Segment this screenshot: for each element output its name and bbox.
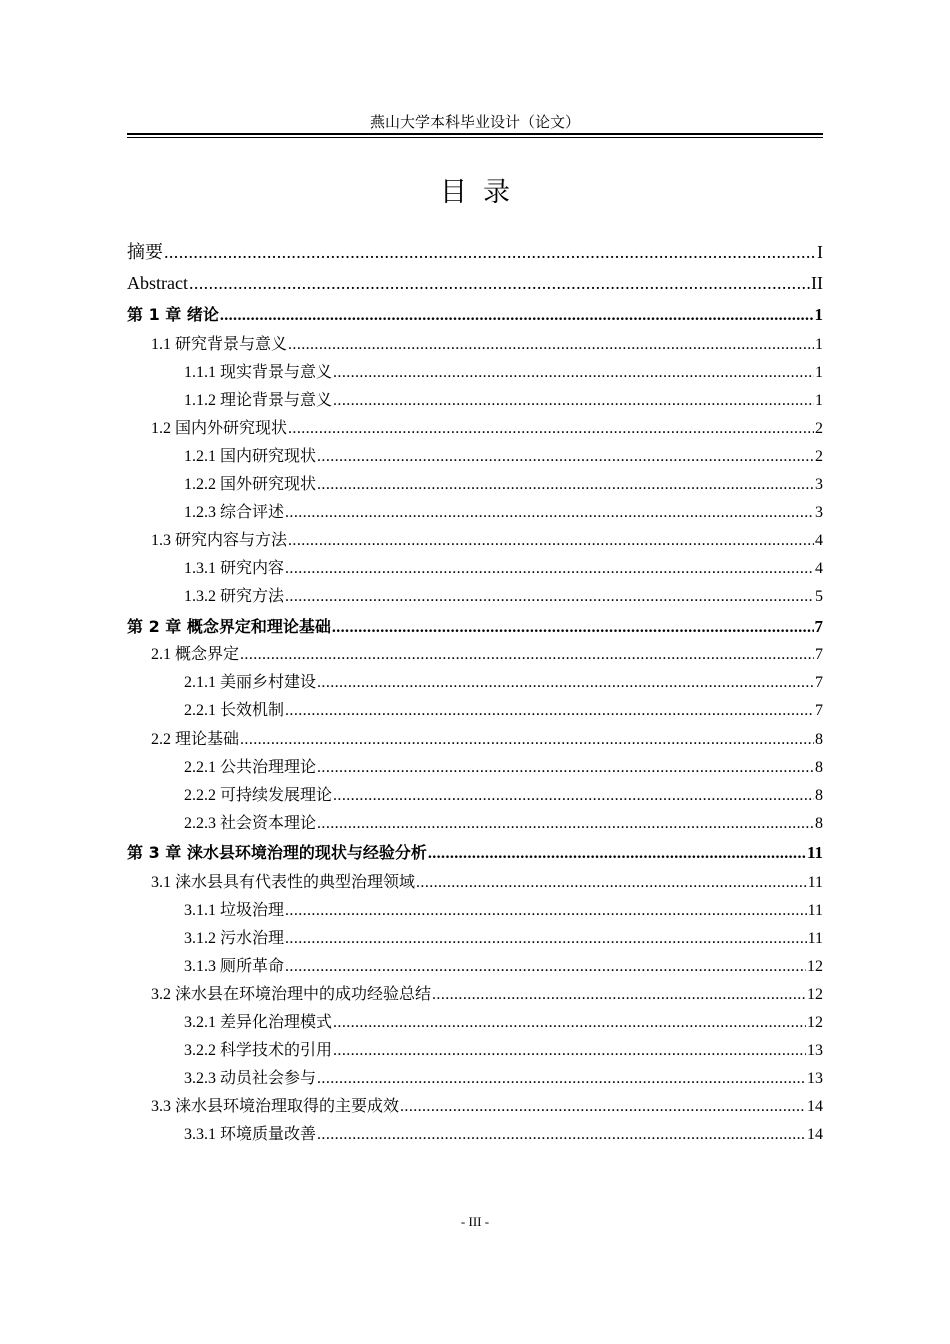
toc-entry-page-number: 1 xyxy=(814,305,823,324)
toc-entry[interactable] xyxy=(184,954,823,980)
toc-entry-page-number: 7 xyxy=(815,646,823,663)
toc-entry-label: 3.2.3 动员社会参与 xyxy=(184,1070,317,1087)
toc-entry[interactable] xyxy=(127,302,823,328)
toc-entry[interactable] xyxy=(184,472,823,498)
toc-entry-label: 1.1.1 现实背景与意义 xyxy=(184,364,333,381)
toc-entry-label: 2.1 概念界定 xyxy=(151,646,240,663)
toc-entry-page-number: II xyxy=(811,273,823,293)
toc-dot-leader xyxy=(288,528,814,554)
toc-entry-label: 1.3.2 研究方法 xyxy=(184,588,285,605)
toc-entry[interactable] xyxy=(127,270,823,296)
toc-entry-page-number: 3 xyxy=(815,504,823,521)
toc-entry-page-number: 1 xyxy=(815,336,823,353)
toc-entry-label: Abstract xyxy=(127,273,188,293)
toc-dot-leader xyxy=(416,870,807,896)
toc-dot-leader xyxy=(332,615,814,641)
toc-dot-leader xyxy=(317,1122,806,1148)
toc-dot-leader xyxy=(220,303,814,329)
toc-dot-leader xyxy=(317,472,814,498)
header-rule-thin xyxy=(127,137,823,138)
toc-entry-page-number: 8 xyxy=(815,731,823,748)
toc-entry-label: 3.1.1 垃圾治理 xyxy=(184,902,285,919)
toc-entry-label: 2.2.3 社会资本理论 xyxy=(184,815,317,832)
toc-dot-leader xyxy=(428,841,806,867)
toc-dot-leader xyxy=(164,239,816,265)
toc-entry[interactable] xyxy=(151,870,823,896)
footer-page-number: - III - xyxy=(460,1214,490,1229)
toc-entry-label: 1.3 研究内容与方法 xyxy=(151,532,288,549)
toc-entry-label: 第 1 章 绪论 xyxy=(127,305,219,324)
toc-entry-label: 3.3.1 环境质量改善 xyxy=(184,1126,317,1143)
toc-entry[interactable] xyxy=(184,755,823,781)
toc-entry-label: 1.1 研究背景与意义 xyxy=(151,336,288,353)
toc-dot-leader xyxy=(240,727,814,753)
toc-dot-leader xyxy=(317,670,814,696)
toc-entry[interactable] xyxy=(184,1010,823,1036)
toc-dot-leader xyxy=(285,584,814,610)
toc-entry[interactable] xyxy=(184,360,823,386)
toc-dot-leader xyxy=(285,926,807,952)
toc-entry[interactable] xyxy=(151,528,823,554)
toc-entry-label: 2.2 理论基础 xyxy=(151,731,240,748)
toc-entry-page-number: 12 xyxy=(807,986,823,1003)
toc-dot-leader xyxy=(333,1010,806,1036)
toc-dot-leader xyxy=(285,698,814,724)
toc-entry-label: 1.2 国内外研究现状 xyxy=(151,420,288,437)
running-header: 燕山大学本科毕业设计（论文） xyxy=(369,115,580,131)
toc-dot-leader xyxy=(333,360,814,386)
toc-entry[interactable] xyxy=(184,556,823,582)
toc-entry-page-number: 11 xyxy=(806,843,823,862)
toc-entry-label: 1.2.3 综合评述 xyxy=(184,504,285,521)
toc-entry-page-number: 13 xyxy=(807,1042,823,1059)
toc-entry[interactable] xyxy=(127,614,823,640)
toc-entry[interactable] xyxy=(151,727,823,753)
toc-dot-leader xyxy=(333,783,814,809)
toc-entry[interactable] xyxy=(184,584,823,610)
toc-dot-leader xyxy=(285,556,814,582)
toc-entry-label: 1.2.2 国外研究现状 xyxy=(184,476,317,493)
toc-entry-label: 第 2 章 概念界定和理论基础 xyxy=(127,617,331,636)
toc-entry-label: 2.1.1 美丽乡村建设 xyxy=(184,674,317,691)
toc-entry-page-number: 7 xyxy=(814,617,823,636)
toc-dot-leader xyxy=(285,500,814,526)
toc-entry-page-number: 12 xyxy=(807,1014,823,1031)
toc-entry-label: 2.2.2 可持续发展理论 xyxy=(184,787,333,804)
toc-entry[interactable] xyxy=(184,811,823,837)
toc-entry-page-number: 14 xyxy=(807,1098,823,1115)
toc-entry-page-number: 8 xyxy=(815,787,823,804)
toc-entry-label: 3.3 涞水县环境治理取得的主要成效 xyxy=(151,1098,400,1115)
toc-entry[interactable] xyxy=(151,982,823,1008)
toc-entry-label: 3.1 涞水县具有代表性的典型治理领域 xyxy=(151,874,416,891)
toc-entry-page-number: 7 xyxy=(815,702,823,719)
toc-entry-page-number: 2 xyxy=(815,420,823,437)
toc-dot-leader xyxy=(400,1094,806,1120)
toc-entry-label: 1.2.1 国内研究现状 xyxy=(184,448,317,465)
toc-entry-page-number: 8 xyxy=(815,815,823,832)
toc-entry[interactable] xyxy=(184,783,823,809)
toc-entry[interactable] xyxy=(184,670,823,696)
toc-dot-leader xyxy=(317,444,814,470)
toc-entry[interactable] xyxy=(184,388,823,414)
toc-entry-page-number: 13 xyxy=(807,1070,823,1087)
toc-entry-page-number: 3 xyxy=(815,476,823,493)
toc-entry-label: 1.1.2 理论背景与意义 xyxy=(184,392,333,409)
toc-entry-page-number: I xyxy=(817,242,823,262)
toc-entry[interactable] xyxy=(151,416,823,442)
toc-entry-label: 3.1.2 污水治理 xyxy=(184,930,285,947)
header-rule-thick xyxy=(127,133,823,135)
toc-entry-label: 2.2.1 长效机制 xyxy=(184,702,285,719)
toc-entry-page-number: 2 xyxy=(815,448,823,465)
toc-dot-leader xyxy=(288,416,814,442)
toc-entry-page-number: 5 xyxy=(815,588,823,605)
toc-dot-leader xyxy=(317,1066,806,1092)
toc-dot-leader xyxy=(317,811,814,837)
toc-dot-leader xyxy=(285,898,807,924)
toc-entry[interactable] xyxy=(184,698,823,724)
toc-entry-page-number: 12 xyxy=(807,958,823,975)
toc-entry-page-number: 4 xyxy=(815,560,823,577)
toc-entry[interactable] xyxy=(151,1094,823,1120)
toc-dot-leader xyxy=(189,270,810,296)
toc-entry-label: 3.2.1 差异化治理模式 xyxy=(184,1014,333,1031)
toc-entry[interactable] xyxy=(184,1038,823,1064)
toc-entry-label: 3.2 涞水县在环境治理中的成功经验总结 xyxy=(151,986,432,1003)
toc-dot-leader xyxy=(288,332,814,358)
toc-entry-page-number: 11 xyxy=(807,902,823,919)
toc-entry-label: 3.1.3 厕所革命 xyxy=(184,958,285,975)
toc-title: 目录 xyxy=(440,177,526,208)
toc-entry-page-number: 11 xyxy=(807,874,823,891)
toc-dot-leader xyxy=(240,642,814,668)
toc-entry[interactable] xyxy=(127,840,823,866)
toc-entry-page-number: 4 xyxy=(815,532,823,549)
toc-entry-label: 2.2.1 公共治理理论 xyxy=(184,759,317,776)
toc-dot-leader xyxy=(317,755,814,781)
toc-entry-page-number: 14 xyxy=(807,1126,823,1143)
toc-dot-leader xyxy=(333,388,814,414)
toc-entry-label: 3.2.2 科学技术的引用 xyxy=(184,1042,333,1059)
toc-dot-leader xyxy=(333,1038,806,1064)
toc-entry[interactable] xyxy=(151,642,823,668)
toc-entry[interactable] xyxy=(184,1122,823,1148)
toc-entry-label: 1.3.1 研究内容 xyxy=(184,560,285,577)
toc-entry-page-number: 7 xyxy=(815,674,823,691)
toc-entry-page-number: 1 xyxy=(815,392,823,409)
toc-entry[interactable] xyxy=(184,500,823,526)
toc-dot-leader xyxy=(432,982,806,1008)
toc-entry-page-number: 1 xyxy=(815,364,823,381)
toc-entry[interactable] xyxy=(127,239,823,265)
toc-entry[interactable] xyxy=(184,444,823,470)
toc-entry[interactable] xyxy=(151,332,823,358)
toc-dot-leader xyxy=(285,954,806,980)
toc-entry[interactable] xyxy=(184,926,823,952)
toc-entry-page-number: 8 xyxy=(815,759,823,776)
toc-entry[interactable] xyxy=(184,1066,823,1092)
toc-entry-page-number: 11 xyxy=(807,930,823,947)
toc-entry-label: 摘要 xyxy=(127,242,163,262)
toc-entry-label: 第 3 章 涞水县环境治理的现状与经验分析 xyxy=(127,843,427,862)
toc-entry[interactable] xyxy=(184,898,823,924)
